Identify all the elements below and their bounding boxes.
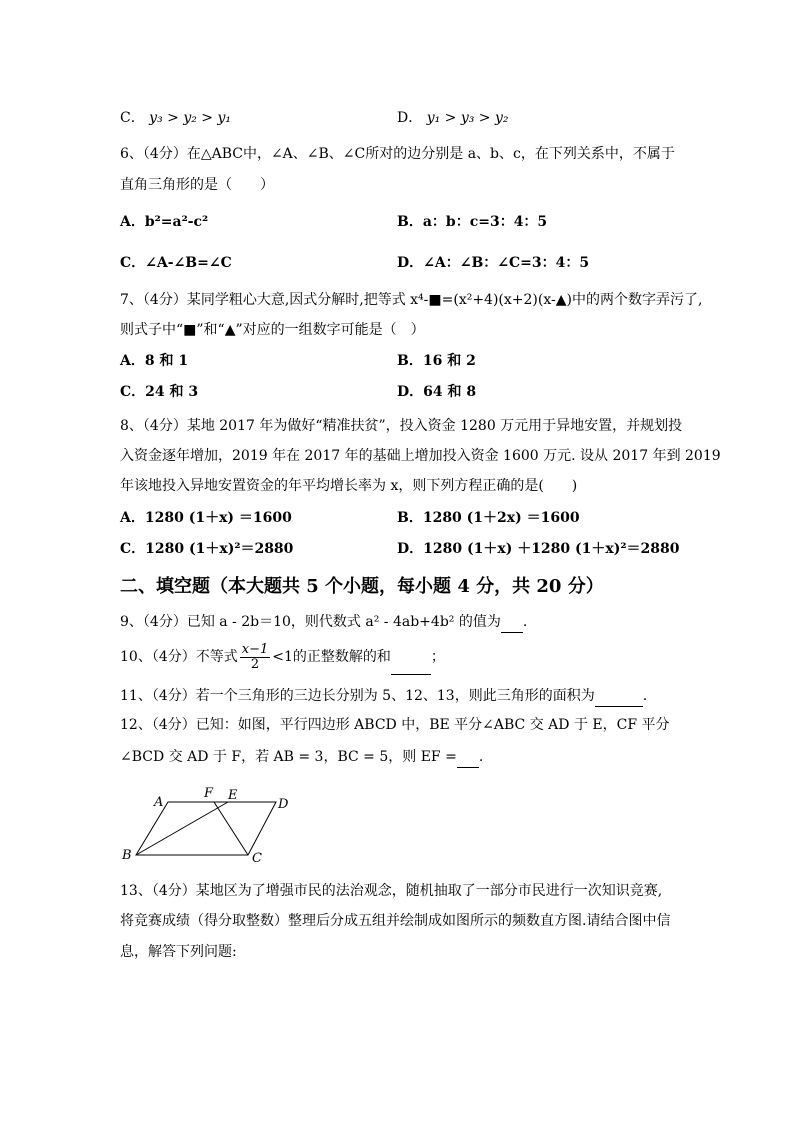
q11-answer-blank[interactable] [595,686,643,707]
q13-line2: 将竞赛成绩（得分取整数）整理后分成五组并绘制成如图所示的频数直方图.请结合图中信 [120,913,671,929]
q8-stem-line1: 8、（4分）某地 2017 年为做好“精准扶贫”，投入资金 1280 万元用于异地安置，并规划投 [120,418,683,434]
option-label: C． [120,110,145,126]
q6-stem-line1: 6、（4分）在△ABC中，∠A、∠B、∠C所对的边分别是 a、b、c，在下列关系中，不属于 [120,146,675,162]
q9-period: . [522,614,528,630]
q12-line1: 12、（4分）已知：如图，平行四边形 ABCD 中，BE 平分∠ABC 交 AD 于 E，CF 平分 [120,717,670,733]
label-a: A [154,795,164,810]
q7-stem-line1: 7、（4分）某同学粗心大意,因式分解时,把等式 x⁴-■=(x²+4)(x+2)(x-▲)中的两个数字弄污了, [120,292,703,308]
q7-option-d: D．64 和 8 [397,384,477,400]
q7-option-c: C．24 和 3 [120,384,199,400]
q10-text: 10、（4分）不等式 [120,649,238,665]
fraction-numerator: x−1 [241,641,269,657]
option-expr: y₁ > y₃ > y₂ [426,110,509,126]
q12-answer-blank[interactable] [457,747,479,768]
q9-line [120,612,527,633]
q6-stem-line2: 直角三角形的是（ ） [120,177,274,193]
q11-text: 11、（4分）若一个三角形的三边长分别为 5、12、13，则此三角形的面积为 [120,688,595,704]
q12-line2 [120,747,483,768]
fraction-denominator: 2 [250,656,260,672]
segment-cf [214,802,248,855]
q8-stem-line2: 入资金逐年增加，2019 年在 2017 年的基础上增加投入资金 1600 万元. 设从 2017 年到 2019 [120,448,721,464]
q7-option-a: A．8 和 1 [120,353,189,369]
segment-be [136,802,228,855]
q10-line [120,640,445,675]
q7-option-b: B．16 和 2 [397,353,476,369]
label-c: C [252,851,262,866]
q9-text: 9、（4分）已知 a - 2b＝10，则代数式 a² - 4ab+4b² 的值为 [120,614,501,630]
q11-end: . [642,688,648,704]
option-label: D． [397,110,423,126]
q6-option-a: A．b²=a²-c² [120,214,209,230]
q12-text: ∠BCD 交 AD 于 F，若 AB = 3，BC = 5，则 EF = [120,749,457,765]
q10-answer-blank[interactable] [391,640,431,675]
q8-stem-line3: 年该地投入异地安置资金的年平均增长率为 x，则下列方程正确的是( ) [120,478,578,494]
label-b: B [122,848,132,863]
q8-option-c: C．1280 (1＋x)²＝2880 [120,541,294,557]
q13-line3: 息，解答下列问题: [120,944,237,960]
q9-answer-blank[interactable] [501,612,523,633]
q12-end: . [478,749,484,765]
q8-option-b: B．1280 (1＋2x) ＝1600 [397,510,580,526]
label-f: F [204,786,214,801]
q10-fraction [240,643,271,672]
q7-stem-line2: 则式子中“■”和“▲”对应的一组数字可能是（ ） [120,322,425,338]
q8-option-a: A．1280 (1＋x) ＝1600 [120,510,292,526]
q11-line [120,686,647,707]
q6-option-c: C．∠A-∠B=∠C [120,255,232,271]
q10-inequality: <1 [272,649,293,665]
q6-option-b: B．a：b：c=3：4：5 [397,214,548,230]
q6-option-d: D．∠A：∠B：∠C=3：4：5 [397,255,590,271]
section-title-fill-in: 二、填空题（本大题共 5 个小题，每小题 4 分，共 20 分） [120,576,604,597]
q5-option-c [120,108,231,128]
q5-option-d [397,108,509,128]
q13-line1: 13、（4分）某地区为了增强市民的法治观念，随机抽取了一部分市民进行一次知识竞赛, [120,883,663,899]
option-expr: y₃ > y₂ > y₁ [149,110,231,126]
q8-option-d: D．1280 (1＋x) ＋1280 (1＋x)²＝2880 [397,541,680,557]
q10-end: ； [430,649,445,665]
q10-text-after: 的正整数解的和 [292,649,391,665]
label-d: D [278,797,289,812]
label-e: E [228,788,238,803]
parallelogram-figure [118,782,318,868]
